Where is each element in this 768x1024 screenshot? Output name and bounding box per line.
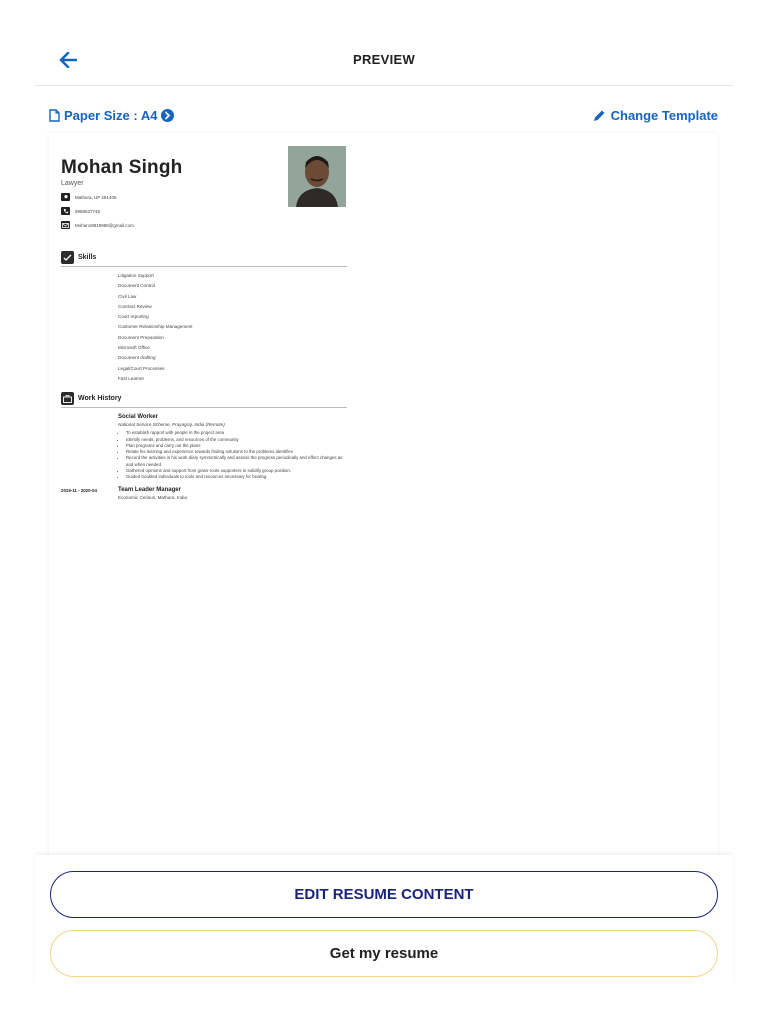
resume-name: Mohan Singh	[61, 157, 183, 178]
contact-phone-text: 9988627748	[75, 208, 101, 214]
skills-icon	[61, 251, 74, 264]
job-organization: National Service Scheme, Prayagraj, India (Remote)	[118, 422, 225, 428]
change-template-button[interactable]	[593, 108, 718, 123]
chevron-right-circle-icon	[161, 109, 174, 122]
work-history-section-header	[61, 392, 347, 408]
resume-content	[61, 145, 351, 500]
change-template-label: Change Template	[610, 108, 718, 123]
contact-address-text: Mathura, UP 281406	[75, 194, 117, 200]
job-responsibilities	[118, 430, 350, 480]
skill-item: Litigation Support	[118, 273, 154, 278]
skill-item: Document drafting	[118, 355, 156, 361]
contact-email	[61, 221, 351, 229]
job-bullet: • Record the activities in his work diary symmetrically and assess the progress periodically and effect changes as and when needed.	[126, 455, 350, 468]
skill-item: Fast Learner	[118, 375, 145, 381]
job-dates: 2019-11 - 2020-04	[61, 487, 97, 493]
paper-size-selector[interactable]	[49, 108, 174, 123]
resume-preview	[49, 133, 718, 855]
job-entry	[118, 414, 350, 480]
job-title: Social Worker	[118, 414, 158, 421]
job-title: Team Leader Manager	[118, 486, 181, 493]
get-my-resume-label: Get my resume	[329, 945, 439, 962]
get-my-resume-button[interactable]	[50, 930, 718, 977]
profile-photo	[288, 146, 346, 207]
job-bullet: • Identify needs, problems, and resources of the community	[126, 437, 350, 443]
job-bullet: • Relate his learning and experience towards finding solutions to the problems identifies	[126, 449, 350, 455]
job-bullet: • Gathered opinions and support from grass-roots supporters to solidify group position.	[126, 468, 350, 474]
job-bullet: • Guided troubled individuals to tools and resources necessary for healing.	[126, 474, 350, 480]
job-bullet: • Plan programs and carry out the plans	[126, 443, 350, 449]
skill-item: Civil Law	[118, 293, 137, 299]
page-title: PREVIEW	[352, 52, 416, 67]
contact-phone	[61, 207, 351, 215]
skills-title: Skills	[78, 254, 97, 261]
resume-page	[49, 133, 718, 855]
skill-item: Legal/Court Processes	[118, 365, 165, 371]
phone-icon	[61, 207, 70, 215]
job-entry	[61, 487, 351, 500]
paper-size-label: Paper Size : A4	[64, 108, 158, 123]
resume-role: Lawyer	[61, 180, 84, 187]
edit-resume-content-label: EDIT RESUME CONTENT	[294, 886, 474, 903]
skills-list	[118, 271, 351, 384]
app-header	[35, 35, 733, 86]
skill-item: Document Preparation	[118, 334, 164, 340]
pencil-icon	[593, 109, 606, 122]
skill-item: Court reporting	[118, 314, 149, 320]
skill-item: Microsoft Office	[118, 345, 150, 351]
briefcase-icon	[61, 392, 74, 405]
edit-resume-content-button[interactable]	[50, 871, 718, 918]
job-bullet: • To establish rapport with people in the project area	[126, 430, 350, 436]
skill-item: Document Control	[118, 283, 156, 289]
document-icon	[49, 109, 60, 122]
skill-item: Contract Review	[118, 303, 152, 309]
job-organization: Economic Census, Mathura, India	[118, 494, 187, 500]
skills-section-header	[61, 251, 347, 267]
email-icon	[61, 221, 70, 229]
skill-item: Customer Relationship Management	[118, 324, 193, 330]
work-history-title: Work History	[78, 395, 122, 403]
contact-email-text: Mohan18819988@gmail.com	[75, 222, 134, 228]
location-icon	[61, 193, 70, 201]
